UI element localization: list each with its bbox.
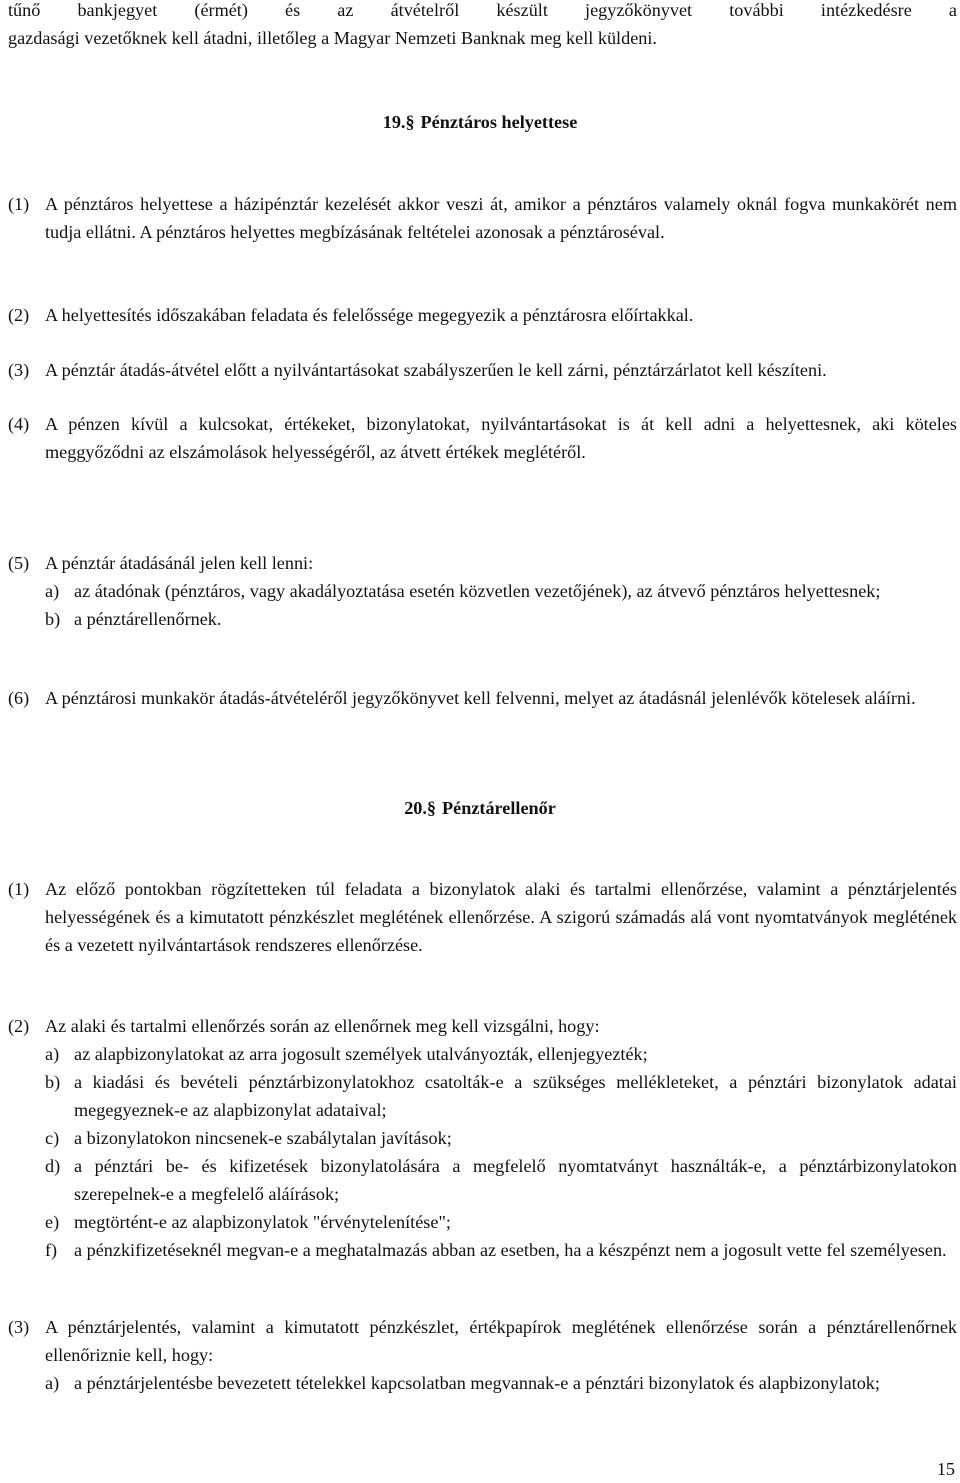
paragraph-number: (4) [8, 414, 30, 434]
list-item [45, 577, 957, 605]
list-item [45, 1124, 957, 1152]
paragraph-number: (6) [8, 688, 30, 708]
page-number: 15 [936, 1459, 955, 1479]
section-sign: § [405, 112, 415, 132]
continued-text-line-2: gazdasági vezetőknek kell átadni, illetőleg a Magyar Nemzeti Banknak meg kell küldeni. [8, 28, 657, 48]
list-letter: b) [45, 609, 61, 629]
list-item [45, 1040, 957, 1068]
paragraph-number: (3) [8, 1317, 30, 1337]
paragraph-19-3 [8, 356, 957, 384]
section-sign: § [426, 798, 437, 818]
list-text: az átadónak (pénztáros, vagy akadályoztatása esetén közvetlen vezetőjének), az átvevő pénztáros helyettesnek; [74, 581, 881, 601]
list-letter: a) [45, 581, 60, 601]
paragraph-19-5 [8, 549, 957, 633]
paragraph-number: (1) [8, 194, 30, 214]
list-text: a pénztárjelentésbe bevezetett tételekkel kapcsolatban megvannak-e a pénztári bizonylatok és alapbizonylatok; [74, 1373, 880, 1393]
paragraph-19-2 [8, 301, 957, 329]
paragraph-20-1 [8, 875, 957, 959]
paragraph-text: A pénztár átadás-átvétel előtt a nyilvántartásokat szabályszerűen le kell zárni, pénztárzárlatot kell készíteni. [45, 360, 827, 380]
list-letter: f) [45, 1240, 58, 1260]
section-number: 20. [404, 798, 427, 818]
list-item [45, 605, 957, 633]
list-item [45, 1236, 957, 1264]
list-letter: c) [45, 1128, 60, 1148]
paragraph-number: (2) [8, 305, 30, 325]
paragraph-number: (2) [8, 1016, 30, 1036]
paragraph-19-1 [8, 190, 957, 246]
section-number: 19. [382, 112, 406, 132]
paragraph-20-2 [8, 1012, 957, 1264]
paragraph-number: (5) [8, 553, 30, 573]
paragraph-text: A helyettesítés időszakában feladata és felelőssége megegyezik a pénztárosra előírtakkal. [45, 305, 694, 325]
list-item [45, 1068, 957, 1124]
section-20-heading [0, 794, 960, 822]
paragraph-text: A pénztár átadásánál jelen kell lenni: [45, 553, 314, 573]
paragraph-text: A pénztáros helyettese a házipénztár kezelését akkor veszi át, amikor a pénztáros valamely oknál fogva munkakörét nem tudja ellátni. A pénztáros helyettes megbízásának feltételei azonosak a pénztároséval. [45, 194, 957, 242]
paragraph-number: (1) [8, 879, 30, 899]
list-text: az alapbizonylatokat az arra jogosult személyek utalványozták, ellenjegyezték; [74, 1044, 648, 1064]
list-text: a pénzkifizetéseknél megvan-e a meghatalmazás abban az esetben, ha a készpénzt nem a jogosult vette fel személyesen. [74, 1240, 947, 1260]
paragraph-19-4 [8, 410, 957, 466]
paragraph-text: Az alaki és tartalmi ellenőrzés során az ellenőrnek meg kell vizsgálni, hogy: [45, 1016, 600, 1036]
continued-text [8, 0, 957, 52]
list-letter: a) [45, 1373, 60, 1393]
section-title: Pénztárellenőr [442, 798, 556, 818]
list-letter: e) [45, 1212, 60, 1232]
list-letter: d) [45, 1156, 61, 1176]
list-letter: a) [45, 1044, 60, 1064]
paragraph-text: A pénztárjelentés, valamint a kimutatott pénzkészlet, értékpapírok meglétének ellenőrzése során a pénztárellenőrnek ellenőriznie kell, hogy: [45, 1317, 957, 1365]
paragraph-19-6 [8, 684, 957, 712]
paragraph-text: A pénzen kívül a kulcsokat, értékeket, bizonylatokat, nyilvántartásokat is át kell adni a helyettesnek, aki köteles meggyőződni az elszámolások helyességéről, az átvett értékek meglétéről. [45, 414, 957, 462]
paragraph-number: (3) [8, 360, 30, 380]
list-item [45, 1208, 957, 1236]
list-text: a pénztári be- és kifizetések bizonylatolására a megfelelő nyomtatványt használták-e, a pénztárbizonylatokon szerepelnek-e a megfelelő aláírások; [74, 1156, 957, 1204]
section-19-heading [0, 108, 960, 136]
list-text: a pénztárellenőrnek. [74, 609, 222, 629]
list-text: megtörtént-e az alapbizonylatok "érvénytelenítése"; [74, 1212, 451, 1232]
continued-text-line-1: tűnő bankjegyet (érmét) és az átvételről készült jegyzőkönyvet további intézkedésre a [8, 0, 957, 20]
section-title: Pénztáros helyettese [420, 112, 578, 132]
paragraph-text: A pénztárosi munkakör átadás-átvételéről jegyzőkönyvet kell felvenni, melyet az átadásnál jelenlévők kötelesek aláírni. [45, 688, 916, 708]
list-item [45, 1152, 957, 1208]
paragraph-20-3 [8, 1313, 957, 1397]
list-letter: b) [45, 1072, 61, 1092]
list-text: a kiadási és bevételi pénztárbizonylatokhoz csatolták-e a szükséges mellékleteket, a pénztári bizonylatok adatai megegyeznek-e az alapbizonylat adataival; [74, 1072, 957, 1120]
paragraph-text: Az előző pontokban rögzítetteken túl feladata a bizonylatok alaki és tartalmi ellenőrzése, valamint a pénztárjelentés helyességének és a kimutatott pénzkészlet meglétének ellenőrzése. A szigorú számadás alá vont nyomtatványok meglétének és a vezetett nyilvántartások rendszeres ellenőrzése. [45, 879, 957, 955]
list-text: a bizonylatokon nincsenek-e szabálytalan javítások; [74, 1128, 452, 1148]
list-item [45, 1369, 957, 1397]
